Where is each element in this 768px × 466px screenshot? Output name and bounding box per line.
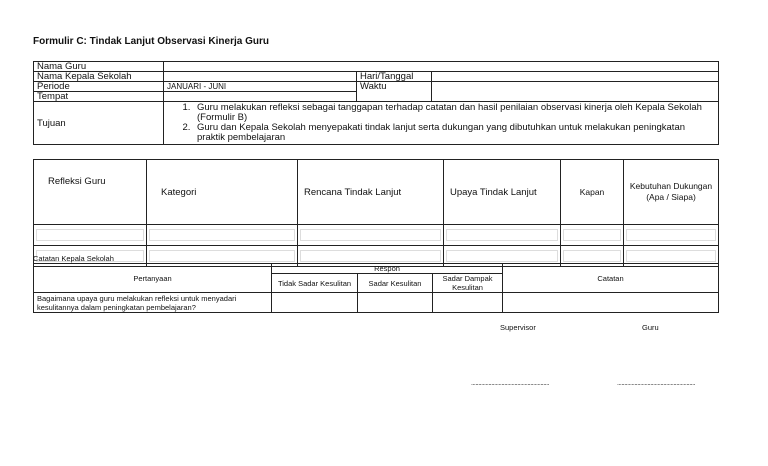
respon-field[interactable]: [272, 293, 358, 313]
col-kapan: Kapan: [561, 160, 624, 225]
col-kebutuhan-dukungan: Kebutuhan Dukungan (Apa / Siapa): [624, 160, 719, 225]
respon-option: Tidak Sadar Kesulitan: [272, 274, 358, 293]
tujuan-label: Tujuan: [34, 102, 164, 145]
hari-tanggal-field[interactable]: [432, 72, 719, 82]
supervisor-signature-line: ......................................................: [471, 380, 550, 387]
tempat-label: Tempat: [34, 92, 164, 102]
tujuan-item: 1. Guru melakukan refleksi sebagai tanggapan terhadap catatan dan hasil penilaian observasi kinerja oleh Kepala Sekolah (Formulir B): [193, 103, 715, 123]
tujuan-content: [164, 102, 719, 145]
waktu-label: Waktu: [357, 82, 432, 102]
notes-table: [33, 263, 719, 313]
table-row: [34, 225, 719, 246]
catatan-header: Catatan: [503, 264, 719, 293]
question-text: Bagaimana upaya guru melakukan refleksi untuk menyadari kesulitannya dalam peningkatan pembelajaran?: [34, 293, 272, 313]
catatan-section-label: Catatan Kepala Sekolah: [33, 254, 114, 263]
guru-label: Guru: [642, 323, 659, 332]
col-upaya-tindak-lanjut: Upaya Tindak Lanjut: [444, 160, 561, 225]
respon-field[interactable]: [433, 293, 503, 313]
tempat-field[interactable]: [164, 92, 357, 102]
periode-value[interactable]: JANUARI - JUNI: [164, 82, 357, 92]
input-kapan[interactable]: [561, 225, 624, 246]
col-kategori: Kategori: [147, 160, 298, 225]
identity-table: [33, 61, 719, 145]
periode-label: Periode: [34, 82, 164, 92]
form-title: Formulir C: Tindak Lanjut Observasi Kinerja Guru: [33, 36, 269, 47]
respon-field[interactable]: [358, 293, 433, 313]
input-kategori[interactable]: [147, 225, 298, 246]
followup-table: [33, 159, 719, 267]
nama-guru-label: Nama Guru: [34, 62, 164, 72]
waktu-field[interactable]: [432, 82, 719, 102]
input-rencana[interactable]: [298, 225, 444, 246]
nama-kepala-field[interactable]: [164, 72, 357, 82]
respon-option: Sadar Kesulitan: [358, 274, 433, 293]
input-kebutuhan[interactable]: [624, 225, 719, 246]
respon-header: Respon: [272, 264, 503, 274]
nama-guru-field[interactable]: [164, 62, 719, 72]
col-refleksi-guru: Refleksi Guru: [34, 160, 147, 225]
col-rencana-tindak-lanjut: Rencana Tindak Lanjut: [298, 160, 444, 225]
guru-signature-line: ......................................................: [617, 380, 696, 387]
nama-kepala-label: Nama Kepala Sekolah: [34, 72, 164, 82]
input-upaya[interactable]: [444, 225, 561, 246]
tujuan-item: 2. Guru dan Kepala Sekolah menyepakati tindak lanjut serta dukungan yang dibutuhkan untuk melakukan peningkatan praktik pembelajaran: [193, 123, 715, 143]
catatan-field[interactable]: [503, 293, 719, 313]
pertanyaan-header: Pertanyaan: [34, 264, 272, 293]
hari-tanggal-label: Hari/Tanggal: [357, 72, 432, 82]
supervisor-label: Supervisor: [500, 323, 536, 332]
respon-option: Sadar Dampak Kesulitan: [433, 274, 503, 293]
input-refleksi[interactable]: [34, 225, 147, 246]
